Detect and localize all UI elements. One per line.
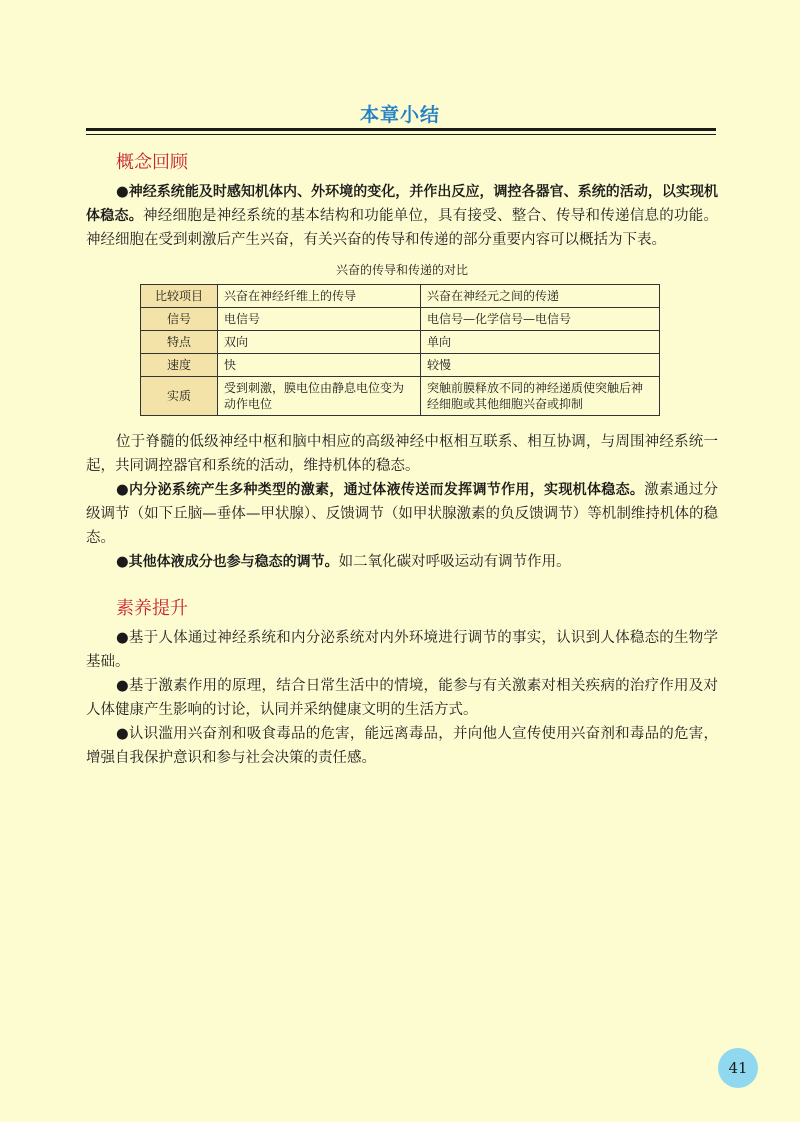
title-rule-thick <box>86 128 716 131</box>
table-row <box>141 354 660 377</box>
page-content <box>86 150 718 770</box>
comparison-table <box>140 284 660 416</box>
table-cell: 特点 <box>141 331 218 354</box>
table-cell: 兴奋在神经元之间的传递 <box>421 285 660 308</box>
bullet-icon: ● <box>116 184 129 200</box>
table-cell: 速度 <box>141 354 218 377</box>
table-cell: 突触前膜释放不同的神经递质使突触后神经细胞或其他细胞兴奋或抑制 <box>421 377 660 416</box>
section-heading-concept-review: 概念回顾 <box>116 152 188 173</box>
table-cell: 实质 <box>141 377 218 416</box>
table-cell: 电信号—化学信号—电信号 <box>421 308 660 331</box>
section-heading-literacy: 素养提升 <box>116 598 188 619</box>
list-item <box>86 722 718 770</box>
table-cell: 单向 <box>421 331 660 354</box>
paragraph-endocrine-system <box>86 478 718 550</box>
page-number: 41 <box>718 1048 758 1088</box>
bullet-icon: ● <box>116 678 129 694</box>
list-item <box>86 674 718 722</box>
paragraph-text: 激素通过分级调节（如下丘脑—垂体—甲状腺）、反馈调节（如甲状腺激素的负反馈调节）等机制维持机体的稳态。 <box>86 482 719 546</box>
key-statement: 神经系统能及时感知机体内、外环境的变化，并作出反应，调控各器官、系统的活动，以实现机体稳态。 <box>86 184 718 224</box>
table-row <box>141 285 660 308</box>
key-statement: 内分泌系统产生多种类型的激素，通过体液传送而发挥调节作用，实现机体稳态。 <box>128 482 645 498</box>
key-statement: 其他体液成分也参与稳态的调节。 <box>128 554 339 570</box>
table-cell: 兴奋在神经纤维上的传导 <box>218 285 421 308</box>
bullet-icon: ● <box>116 482 129 498</box>
table-cell: 快 <box>218 354 421 377</box>
paragraph-text: 神经细胞是神经系统的基本结构和功能单位，具有接受、整合、传导和传递信息的功能。神经细胞在受到刺激后产生兴奋，有关兴奋的传导和传递的部分重要内容可以概括为下表。 <box>86 208 718 248</box>
list-item <box>86 626 718 674</box>
table-cell: 较慢 <box>421 354 660 377</box>
list-item-text: 认识滥用兴奋剂和吸食毒品的危害，能远离毒品，并向他人宣传使用兴奋剂和毒品的危害，增强自我保护意识和参与社会决策的责任感。 <box>86 726 718 766</box>
paragraph-other-fluids <box>86 550 718 574</box>
table-row <box>141 377 660 416</box>
bullet-icon: ● <box>116 726 129 742</box>
table-cell: 比较项目 <box>141 285 218 308</box>
paragraph-text: 如二氧化碳对呼吸运动有调节作用。 <box>338 554 571 570</box>
chapter-title: 本章小结 <box>359 104 440 126</box>
table-row <box>141 308 660 331</box>
paragraph-neural-centers: 位于脊髓的低级神经中枢和脑中相应的高级神经中枢相互联系、相互协调，与周围神经系统一起，共同调控器官和系统的活动，维持机体的稳态。 <box>86 434 718 474</box>
table-cell: 双向 <box>218 331 421 354</box>
table-cell: 信号 <box>141 308 218 331</box>
title-rule-thin <box>86 134 716 135</box>
table-row <box>141 331 660 354</box>
list-item-text: 基于人体通过神经系统和内分泌系统对内外环境进行调节的事实，认识到人体稳态的生物学基础。 <box>86 630 718 670</box>
bullet-icon: ● <box>116 554 129 570</box>
table-cell: 电信号 <box>218 308 421 331</box>
bullet-icon: ● <box>116 630 129 646</box>
paragraph-nervous-system <box>86 180 718 252</box>
table-cell: 受到刺激，膜电位由静息电位变为动作电位 <box>218 377 421 416</box>
list-item-text: 基于激素作用的原理，结合日常生活中的情境，能参与有关激素对相关疾病的治疗作用及对人体健康产生影响的讨论，认同并采纳健康文明的生活方式。 <box>86 678 718 718</box>
table-caption: 兴奋的传导和传递的对比 <box>335 263 468 277</box>
